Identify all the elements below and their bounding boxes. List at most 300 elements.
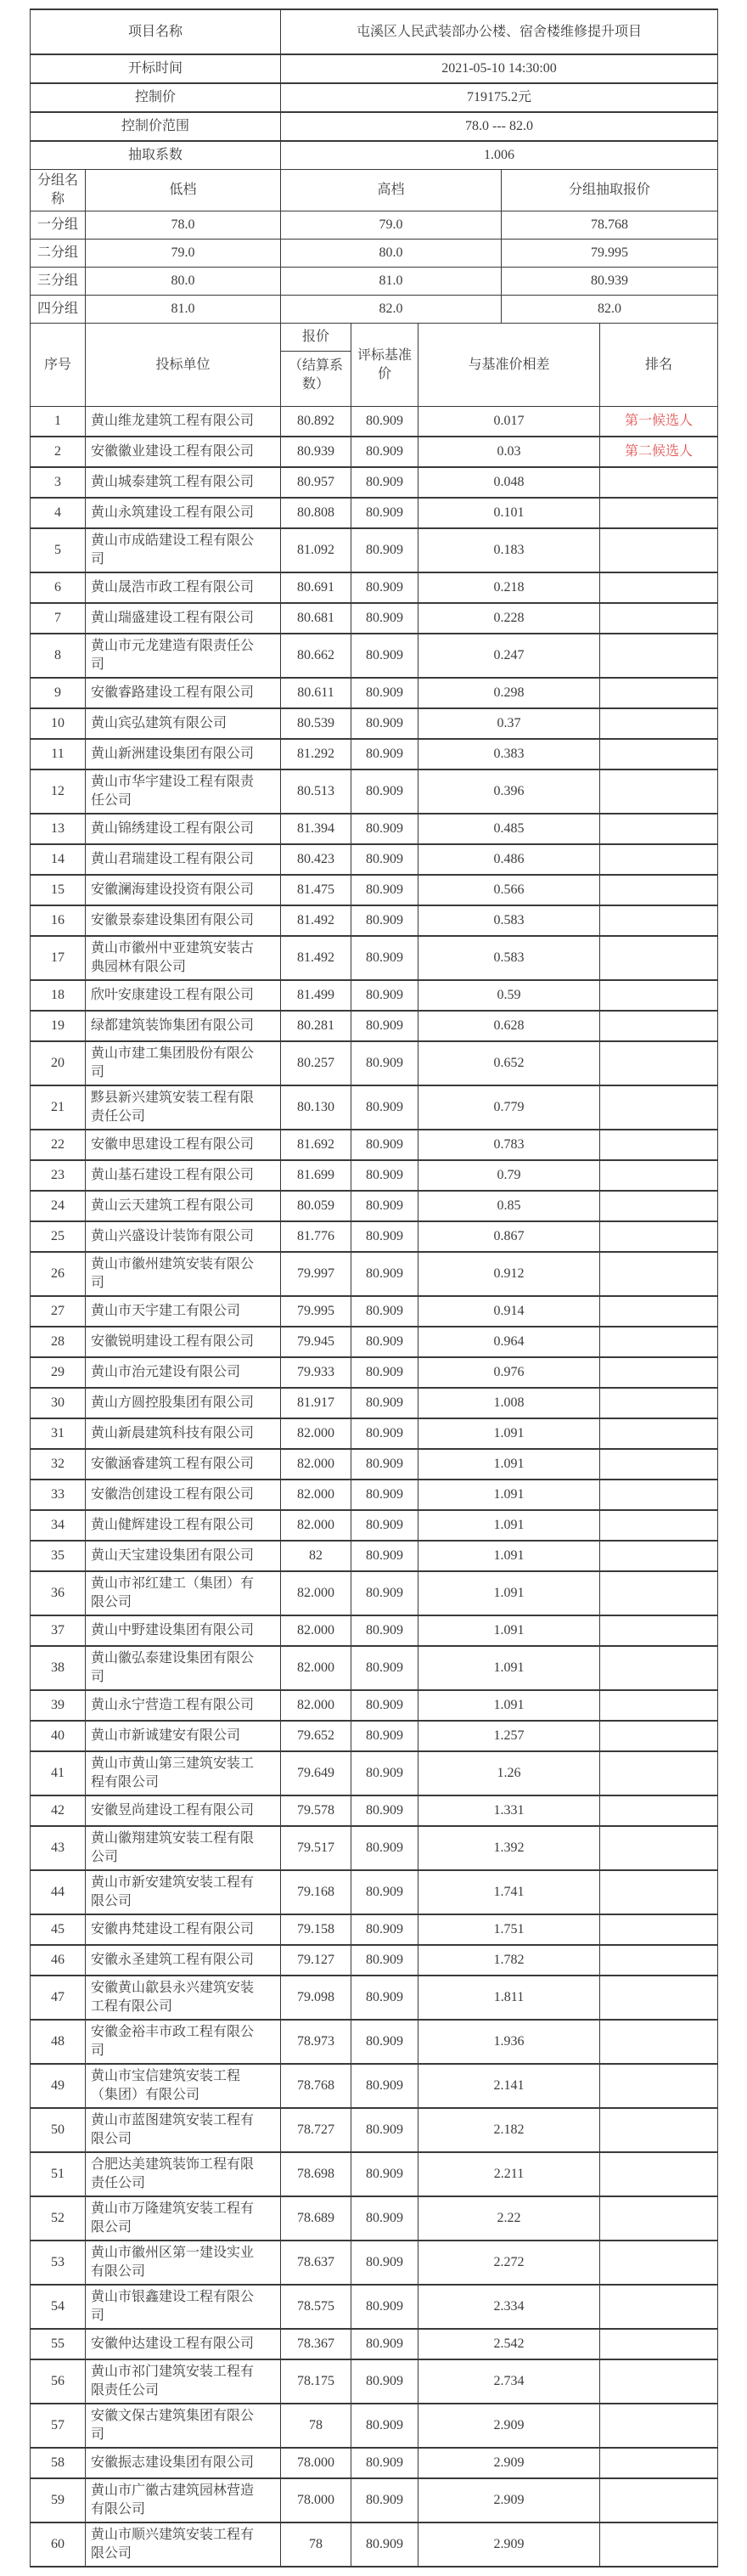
- bid-diff: 0.85: [418, 1191, 600, 1221]
- bid-diff: 2.542: [418, 2329, 600, 2359]
- bid-row: [31, 814, 718, 844]
- bid-base-price: 80.909: [351, 603, 418, 634]
- bid-row: [31, 467, 718, 498]
- col-header-company: 投标单位: [86, 324, 281, 407]
- bid-price: 81.292: [281, 739, 351, 769]
- bid-rank: [600, 905, 718, 936]
- bid-base-price: 80.909: [351, 2152, 418, 2196]
- bid-price: 78: [281, 2522, 351, 2567]
- bid-no: 9: [31, 678, 86, 708]
- bid-price: 79.945: [281, 1327, 351, 1357]
- bid-base-price: 80.909: [351, 1480, 418, 1510]
- bid-price: 81.492: [281, 936, 351, 980]
- bid-no: 48: [31, 2020, 86, 2064]
- bid-rank: [600, 498, 718, 528]
- bid-no: 10: [31, 708, 86, 739]
- bid-no: 8: [31, 634, 86, 678]
- bid-diff: 0.101: [418, 498, 600, 528]
- bid-base-price: 80.909: [351, 572, 418, 603]
- col-header-diff: 与基准价相差: [418, 324, 600, 407]
- bid-company: 安徽景泰建设集团有限公司: [86, 905, 281, 936]
- open-time-value: 2021-05-10 14:30:00: [281, 54, 718, 83]
- bids-header-row-top: [31, 324, 718, 352]
- bid-diff: 2.211: [418, 2152, 600, 2196]
- info-row-draw-coefficient: [31, 141, 718, 170]
- bid-no: 53: [31, 2241, 86, 2285]
- bid-company: 黄山瑞盛建设工程有限公司: [86, 603, 281, 634]
- bid-diff: 0.183: [418, 528, 600, 572]
- bid-rank: [600, 1296, 718, 1327]
- bid-price: 80.681: [281, 603, 351, 634]
- bid-company: 安徽金裕丰市政工程有限公司: [86, 2020, 281, 2064]
- bids-table-body: [31, 407, 718, 2568]
- bid-rank: [600, 1191, 718, 1221]
- bid-diff: 1.091: [418, 1510, 600, 1541]
- bid-diff: 0.37: [418, 708, 600, 739]
- bid-company: 黄山永筑建设工程有限公司: [86, 498, 281, 528]
- bid-base-price: 80.909: [351, 1191, 418, 1221]
- bid-company: 安徽黄山歙县永兴建筑安装工程有限公司: [86, 1976, 281, 2020]
- bid-rank: [600, 603, 718, 634]
- project-info-table: [30, 8, 718, 170]
- bid-company: 黄山市新安建筑安装工程有限公司: [86, 1870, 281, 1914]
- project-name-value: 屯溪区人民武装部办公楼、宿舍楼维修提升项目: [281, 9, 718, 54]
- bid-price: 79.158: [281, 1914, 351, 1945]
- bid-row: [31, 1751, 718, 1795]
- bid-price: 81.394: [281, 814, 351, 844]
- bid-no: 45: [31, 1914, 86, 1945]
- bid-row: [31, 2522, 718, 2567]
- bid-company: 黄山天宝建设集团有限公司: [86, 1541, 281, 1571]
- col-header-bid: 报价: [281, 324, 351, 352]
- bid-no: 54: [31, 2285, 86, 2329]
- group-name: 一分组: [31, 211, 86, 240]
- bid-base-price: 80.909: [351, 2020, 418, 2064]
- bid-diff: 2.141: [418, 2064, 600, 2108]
- group-low: 78.0: [86, 211, 281, 240]
- bid-rank: [600, 2448, 718, 2478]
- bid-company: 安徽睿路建设工程有限公司: [86, 678, 281, 708]
- bid-rank: [600, 1252, 718, 1296]
- bid-no: 47: [31, 1976, 86, 2020]
- bid-price: 81.692: [281, 1130, 351, 1160]
- bid-base-price: 80.909: [351, 528, 418, 572]
- bid-diff: 0.03: [418, 437, 600, 467]
- bid-rank: [600, 1795, 718, 1826]
- bid-rank: [600, 2064, 718, 2108]
- bid-no: 50: [31, 2108, 86, 2152]
- bid-no: 1: [31, 407, 86, 437]
- bid-diff: 2.182: [418, 2108, 600, 2152]
- bid-row: [31, 875, 718, 905]
- col-header-bid-subtitle: （结算系数）: [281, 352, 351, 407]
- bid-price: 79.127: [281, 1945, 351, 1976]
- bid-base-price: 80.909: [351, 2448, 418, 2478]
- bid-base-price: 80.909: [351, 1914, 418, 1945]
- bid-row: [31, 739, 718, 769]
- bid-row: [31, 498, 718, 528]
- col-header-no: 序号: [31, 324, 86, 407]
- bid-rank: [600, 739, 718, 769]
- group-high: 80.0: [281, 240, 502, 268]
- bid-row: [31, 980, 718, 1011]
- bid-base-price: 80.909: [351, 936, 418, 980]
- draw-coefficient-value: 1.006: [281, 141, 718, 170]
- bid-base-price: 80.909: [351, 708, 418, 739]
- group-high-header: 高档: [281, 170, 502, 211]
- bid-diff: 1.392: [418, 1826, 600, 1870]
- bid-row: [31, 1388, 718, 1418]
- bid-row: [31, 1221, 718, 1252]
- bid-no: 55: [31, 2329, 86, 2359]
- bid-diff: 0.79: [418, 1160, 600, 1191]
- bid-no: 25: [31, 1221, 86, 1252]
- bid-rank: [600, 1571, 718, 1615]
- bid-company: 黄山市黄山第三建筑安装工程有限公司: [86, 1751, 281, 1795]
- bid-base-price: 80.909: [351, 1541, 418, 1571]
- bid-no: 58: [31, 2448, 86, 2478]
- bid-price: 82.000: [281, 1510, 351, 1541]
- bid-base-price: 80.909: [351, 2478, 418, 2522]
- bid-row: [31, 1690, 718, 1721]
- bid-base-price: 80.909: [351, 437, 418, 467]
- bid-diff: 1.936: [418, 2020, 600, 2064]
- bid-no: 5: [31, 528, 86, 572]
- bid-company: 安徽锐明建设工程有限公司: [86, 1327, 281, 1357]
- bid-rank: [600, 936, 718, 980]
- group-high: 81.0: [281, 268, 502, 296]
- bid-price: 80.957: [281, 467, 351, 498]
- bid-row: [31, 2359, 718, 2404]
- bid-company: 安徽徽业建设工程有限公司: [86, 437, 281, 467]
- bid-no: 24: [31, 1191, 86, 1221]
- bid-price: 82.000: [281, 1571, 351, 1615]
- bid-diff: 1.091: [418, 1449, 600, 1480]
- bid-diff: 0.298: [418, 678, 600, 708]
- bid-rank: [600, 2196, 718, 2241]
- bid-base-price: 80.909: [351, 2359, 418, 2404]
- bid-row: [31, 1327, 718, 1357]
- bid-base-price: 80.909: [351, 2522, 418, 2567]
- group-high: 79.0: [281, 211, 502, 240]
- bid-price: 79.997: [281, 1252, 351, 1296]
- bid-base-price: 80.909: [351, 1221, 418, 1252]
- bid-diff: 1.091: [418, 1571, 600, 1615]
- bid-price: 81.917: [281, 1388, 351, 1418]
- bid-base-price: 80.909: [351, 1690, 418, 1721]
- bid-diff: 0.59: [418, 980, 600, 1011]
- bid-company: 黄山市成皓建设工程有限公司: [86, 528, 281, 572]
- bid-base-price: 80.909: [351, 1296, 418, 1327]
- bid-no: 12: [31, 769, 86, 814]
- info-row-control-price-range: [31, 112, 718, 141]
- bid-company: 黄山市徽州中亚建筑安装古典园林有限公司: [86, 936, 281, 980]
- bid-rank: [600, 1085, 718, 1130]
- bid-row: [31, 905, 718, 936]
- bid-rank: [600, 1690, 718, 1721]
- draw-coefficient-label: 抽取系数: [31, 141, 281, 170]
- group-price: 78.768: [502, 211, 718, 240]
- bid-diff: 1.091: [418, 1646, 600, 1690]
- bid-diff: 0.486: [418, 844, 600, 875]
- group-low-header: 低档: [86, 170, 281, 211]
- bid-no: 43: [31, 1826, 86, 1870]
- bid-rank: [600, 875, 718, 905]
- bid-row: [31, 1826, 718, 1870]
- bid-base-price: 80.909: [351, 1160, 418, 1191]
- bid-company: 黄山市新诚建安有限公司: [86, 1721, 281, 1751]
- bid-price: 80.662: [281, 634, 351, 678]
- bid-diff: 2.272: [418, 2241, 600, 2285]
- bid-price: 79.168: [281, 1870, 351, 1914]
- bid-company: 黄山市广徽古建筑园林营造有限公司: [86, 2478, 281, 2522]
- bid-diff: 0.867: [418, 1221, 600, 1252]
- bid-diff: 0.964: [418, 1327, 600, 1357]
- bid-rank: [600, 678, 718, 708]
- bid-diff: 0.218: [418, 572, 600, 603]
- bid-base-price: 80.909: [351, 1646, 418, 1690]
- bid-rank: [600, 1541, 718, 1571]
- bid-company: 黄山徽翔建筑安装工程有限公司: [86, 1826, 281, 1870]
- bid-row: [31, 1541, 718, 1571]
- bid-diff: 1.26: [418, 1751, 600, 1795]
- bid-diff: 1.751: [418, 1914, 600, 1945]
- bid-no: 35: [31, 1541, 86, 1571]
- bid-no: 59: [31, 2478, 86, 2522]
- bid-row: [31, 634, 718, 678]
- control-price-range-value: 78.0 --- 82.0: [281, 112, 718, 141]
- bid-base-price: 80.909: [351, 2241, 418, 2285]
- control-price-range-label: 控制价范围: [31, 112, 281, 141]
- bid-rank: [600, 2285, 718, 2329]
- bid-row: [31, 1160, 718, 1191]
- bid-company: 黄山市顺兴建筑安装工程有限公司: [86, 2522, 281, 2567]
- bid-base-price: 80.909: [351, 1510, 418, 1541]
- bid-row: [31, 1615, 718, 1646]
- bid-rank: [600, 528, 718, 572]
- bid-company: 欣叶安康建设工程有限公司: [86, 980, 281, 1011]
- bid-diff: 1.331: [418, 1795, 600, 1826]
- bid-diff: 0.017: [418, 407, 600, 437]
- group-row-2: [31, 240, 718, 268]
- bid-no: 17: [31, 936, 86, 980]
- bid-price: 80.939: [281, 437, 351, 467]
- bid-row: [31, 1357, 718, 1388]
- bid-no: 16: [31, 905, 86, 936]
- bid-base-price: 80.909: [351, 905, 418, 936]
- bid-company: 安徽冉梵建设工程有限公司: [86, 1914, 281, 1945]
- bid-rank: [600, 467, 718, 498]
- bid-row: [31, 2329, 718, 2359]
- bid-base-price: 80.909: [351, 1795, 418, 1826]
- bid-company: 黄山市万隆建筑安装工程有限公司: [86, 2196, 281, 2241]
- bid-price: 79.517: [281, 1826, 351, 1870]
- bid-price: 82: [281, 1541, 351, 1571]
- bid-row: [31, 2448, 718, 2478]
- bid-company: 黄山云天建筑工程有限公司: [86, 1191, 281, 1221]
- bid-price: 78.768: [281, 2064, 351, 2108]
- bid-row: [31, 1646, 718, 1690]
- bid-rank: [600, 980, 718, 1011]
- bid-diff: 2.334: [418, 2285, 600, 2329]
- bid-base-price: 80.909: [351, 1870, 418, 1914]
- bid-row: [31, 437, 718, 467]
- bid-diff: 0.628: [418, 1011, 600, 1041]
- bid-no: 15: [31, 875, 86, 905]
- bid-company: 黄山兴盛设计装饰有限公司: [86, 1221, 281, 1252]
- bid-no: 14: [31, 844, 86, 875]
- bid-rank: [600, 2329, 718, 2359]
- bid-base-price: 80.909: [351, 1327, 418, 1357]
- bid-base-price: 80.909: [351, 678, 418, 708]
- bid-price: 78.175: [281, 2359, 351, 2404]
- group-name: 二分组: [31, 240, 86, 268]
- bid-no: 11: [31, 739, 86, 769]
- group-price: 79.995: [502, 240, 718, 268]
- bid-no: 29: [31, 1357, 86, 1388]
- bid-base-price: 80.909: [351, 769, 418, 814]
- bid-company: 黄山市元龙建造有限责任公司: [86, 634, 281, 678]
- bid-row: [31, 2108, 718, 2152]
- group-name: 四分组: [31, 296, 86, 324]
- bid-row: [31, 1449, 718, 1480]
- bid-rank: [600, 2404, 718, 2448]
- bid-price: 80.257: [281, 1041, 351, 1085]
- col-header-base-price: 评标基准价: [351, 324, 418, 407]
- bid-base-price: 80.909: [351, 1449, 418, 1480]
- bid-row: [31, 1041, 718, 1085]
- bid-diff: 2.909: [418, 2404, 600, 2448]
- bid-rank: 第二候选人: [600, 437, 718, 467]
- bid-rank: [600, 1615, 718, 1646]
- bid-no: 30: [31, 1388, 86, 1418]
- bid-no: 56: [31, 2359, 86, 2404]
- bid-diff: 0.779: [418, 1085, 600, 1130]
- bid-rank: [600, 2522, 718, 2567]
- bid-no: 7: [31, 603, 86, 634]
- bid-diff: 2.909: [418, 2448, 600, 2478]
- group-row-3: [31, 268, 718, 296]
- group-low: 81.0: [86, 296, 281, 324]
- bid-row: [31, 1870, 718, 1914]
- bid-diff: 1.257: [418, 1721, 600, 1751]
- bid-base-price: 80.909: [351, 814, 418, 844]
- bid-rank: [600, 1449, 718, 1480]
- bid-no: 37: [31, 1615, 86, 1646]
- bid-company: 安徽永圣建筑工程有限公司: [86, 1945, 281, 1976]
- bid-diff: 2.909: [418, 2522, 600, 2567]
- bids-header: [31, 324, 718, 407]
- bid-row: [31, 603, 718, 634]
- bid-rank: [600, 1130, 718, 1160]
- bid-price: 78.727: [281, 2108, 351, 2152]
- group-name: 三分组: [31, 268, 86, 296]
- bid-no: 60: [31, 2522, 86, 2567]
- bid-diff: 2.909: [418, 2478, 600, 2522]
- bid-company: 黄山晟浩市政工程有限公司: [86, 572, 281, 603]
- bid-price: 80.539: [281, 708, 351, 739]
- group-header-row: [31, 170, 718, 211]
- bid-price: 80.611: [281, 678, 351, 708]
- bid-company: 黄山永宁营造工程有限公司: [86, 1690, 281, 1721]
- bid-rank: [600, 1388, 718, 1418]
- bid-row: [31, 1480, 718, 1510]
- bid-base-price: 80.909: [351, 2064, 418, 2108]
- bid-row: [31, 1011, 718, 1041]
- bid-price: 79.933: [281, 1357, 351, 1388]
- bid-price: 82.000: [281, 1480, 351, 1510]
- bid-row: [31, 528, 718, 572]
- bid-price: 80.808: [281, 498, 351, 528]
- bid-rank: [600, 1914, 718, 1945]
- bid-row: [31, 2241, 718, 2285]
- bid-price: 78.698: [281, 2152, 351, 2196]
- bid-price: 80.892: [281, 407, 351, 437]
- bid-no: 41: [31, 1751, 86, 1795]
- bid-company: 黄山宾弘建筑有限公司: [86, 708, 281, 739]
- bid-company: 黄山锦绣建设工程有限公司: [86, 814, 281, 844]
- bid-company: 黄山市华宇建设工程有限责任公司: [86, 769, 281, 814]
- bid-row: [31, 1795, 718, 1826]
- bid-company: 安徽申思建设工程有限公司: [86, 1130, 281, 1160]
- bid-base-price: 80.909: [351, 1041, 418, 1085]
- bid-base-price: 80.909: [351, 1085, 418, 1130]
- bid-no: 42: [31, 1795, 86, 1826]
- bid-company: 黄山市徽州区第一建设实业有限公司: [86, 2241, 281, 2285]
- bid-price: 78: [281, 2404, 351, 2448]
- bid-rank: [600, 1357, 718, 1388]
- control-price-label: 控制价: [31, 83, 281, 112]
- bid-rank: [600, 2152, 718, 2196]
- bid-diff: 1.811: [418, 1976, 600, 2020]
- bid-diff: 0.048: [418, 467, 600, 498]
- bid-row: [31, 2196, 718, 2241]
- bid-rank: [600, 1160, 718, 1191]
- bid-no: 19: [31, 1011, 86, 1041]
- bid-no: 26: [31, 1252, 86, 1296]
- bid-row: [31, 1191, 718, 1221]
- bid-company: 黄山市祁红建工（集团）有限公司: [86, 1571, 281, 1615]
- bid-no: 34: [31, 1510, 86, 1541]
- bid-no: 39: [31, 1690, 86, 1721]
- bid-rank: [600, 1327, 718, 1357]
- bid-company: 黄山市治元建设有限公司: [86, 1357, 281, 1388]
- bid-base-price: 80.909: [351, 407, 418, 437]
- bid-rank: [600, 2020, 718, 2064]
- bid-rank: [600, 1646, 718, 1690]
- bid-row: [31, 1914, 718, 1945]
- bid-price: 82.000: [281, 1449, 351, 1480]
- bid-company: 安徽澜海建设投资有限公司: [86, 875, 281, 905]
- bid-diff: 2.22: [418, 2196, 600, 2241]
- bid-base-price: 80.909: [351, 2108, 418, 2152]
- bid-no: 57: [31, 2404, 86, 2448]
- bid-price: 79.995: [281, 1296, 351, 1327]
- bid-row: [31, 1945, 718, 1976]
- bid-company: 黄山市祁门建筑安装工程有限责任公司: [86, 2359, 281, 2404]
- bid-price: 78.689: [281, 2196, 351, 2241]
- bid-rank: [600, 1510, 718, 1541]
- bid-company: 黄山市宝信建筑安装工程（集团）有限公司: [86, 2064, 281, 2108]
- bid-base-price: 80.909: [351, 1751, 418, 1795]
- group-low: 80.0: [86, 268, 281, 296]
- bid-no: 40: [31, 1721, 86, 1751]
- bid-diff: 1.091: [418, 1418, 600, 1449]
- bid-base-price: 80.909: [351, 1418, 418, 1449]
- bid-diff: 0.583: [418, 936, 600, 980]
- group-high: 82.0: [281, 296, 502, 324]
- bid-no: 6: [31, 572, 86, 603]
